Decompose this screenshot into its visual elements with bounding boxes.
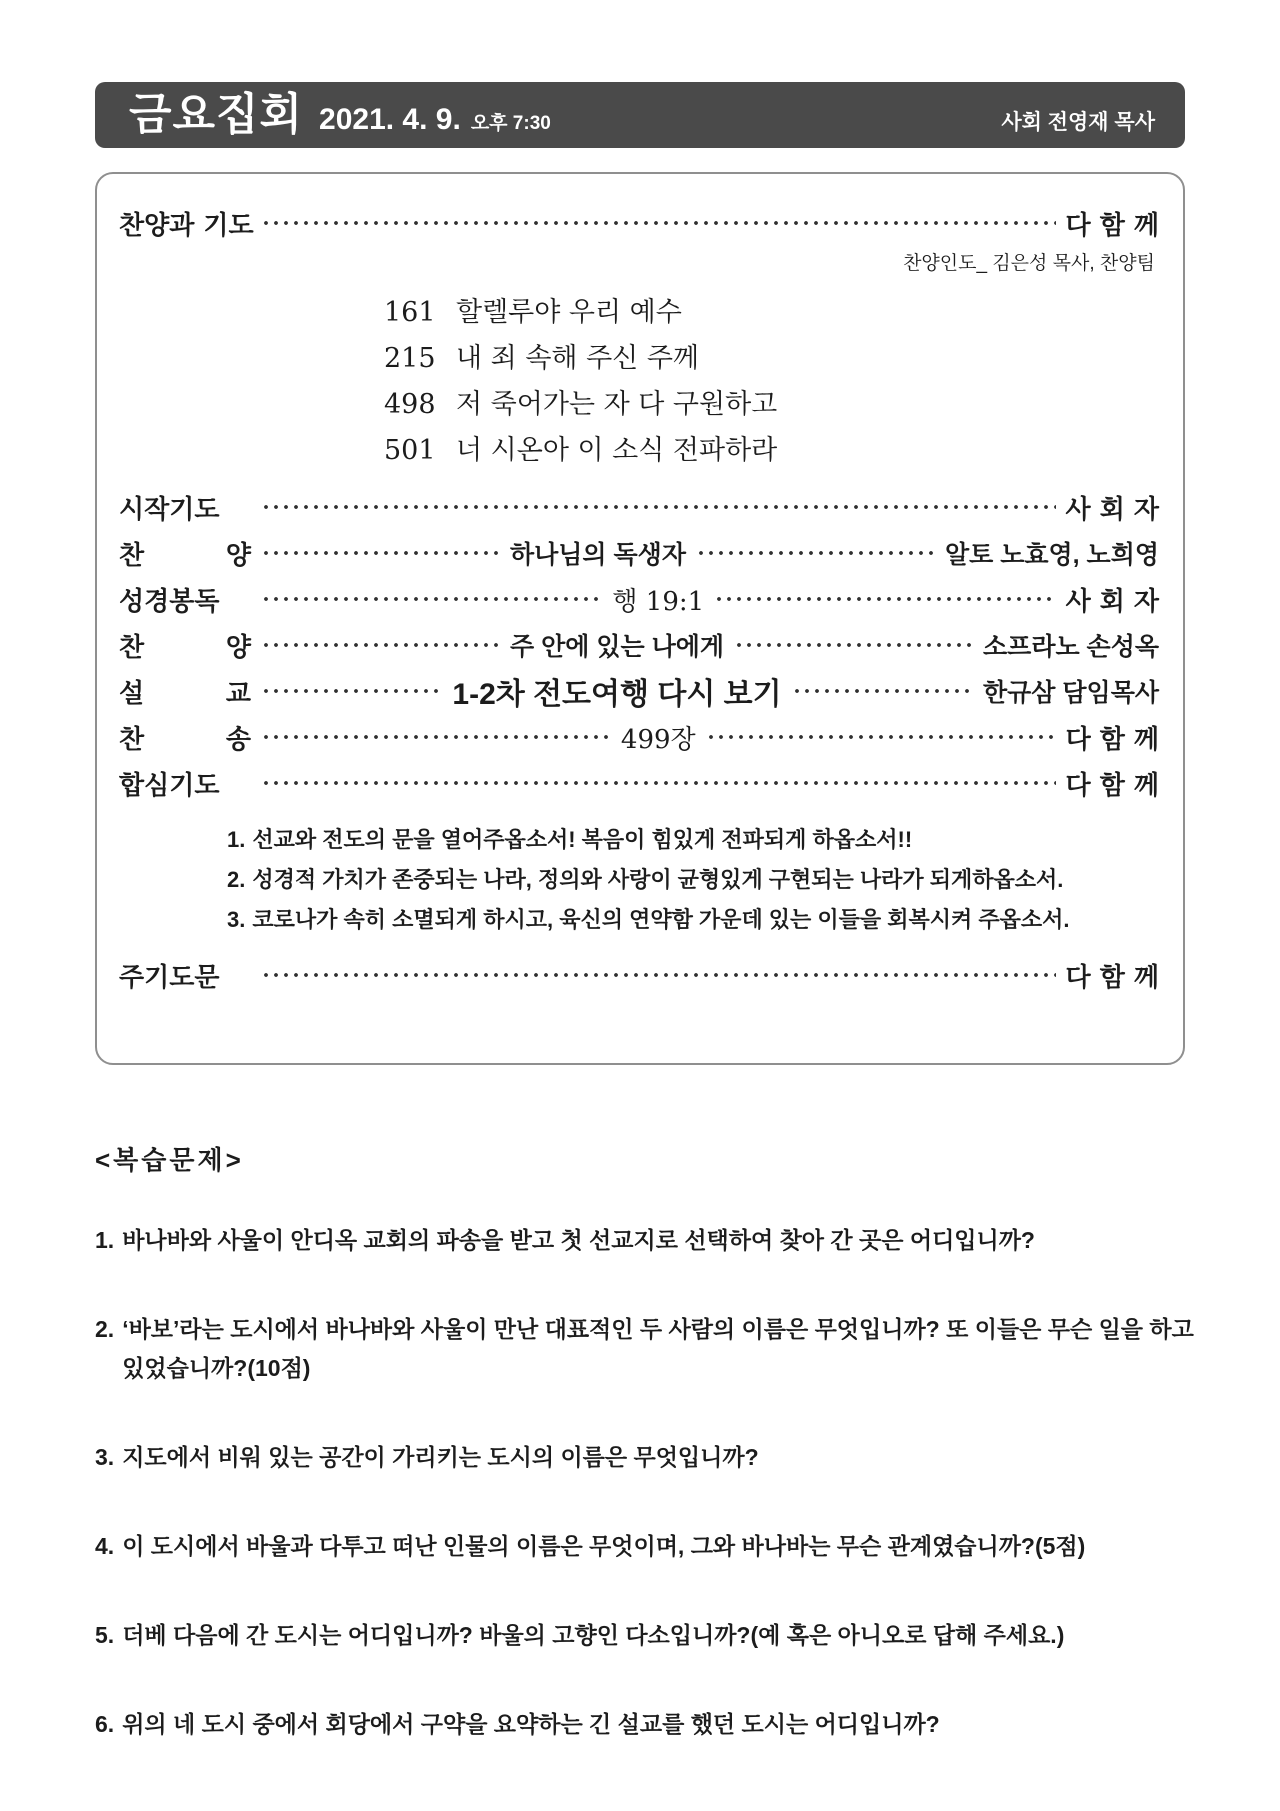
- row-right: 다 함 께: [1065, 770, 1159, 801]
- question-text: 지도에서 비워 있는 공간이 가리키는 도시의 이름은 무엇입니까?: [122, 1444, 759, 1470]
- row-right: 다 함 께: [1065, 724, 1160, 755]
- program-row-lords-prayer: [119, 952, 1159, 998]
- dot-leader: [261, 961, 1056, 989]
- question-item: [95, 1705, 1195, 1744]
- hymn-title: 내 죄 속해 주신 주께: [456, 343, 699, 374]
- hymn-title: 저 죽어가는 자 다 구원하고: [456, 389, 778, 420]
- row-label: 시작기도: [119, 494, 220, 525]
- review-heading: <복습문제>: [95, 1145, 244, 1175]
- hymn-number: 498: [384, 389, 436, 420]
- hymn-item: [384, 290, 1159, 336]
- row-label: 합심기도: [119, 770, 220, 801]
- row-center: 하나님의 독생자: [509, 541, 686, 569]
- row-center: 주 안에 있는 나에게: [509, 633, 725, 661]
- dot-leader: [792, 677, 973, 705]
- row-label: 성경봉독: [119, 586, 220, 617]
- row-label: 찬 양: [119, 632, 251, 663]
- prayer-number: 3.: [227, 907, 246, 932]
- question-item: [95, 1438, 1195, 1477]
- row-right: 소프라노 손성옥: [983, 633, 1160, 661]
- question-item: [95, 1221, 1195, 1260]
- prayer-text: 성경적 가치가 존중되는 나라, 정의와 사랑이 균형있게 구현되는 나라가 되게하옵소서.: [252, 867, 1064, 892]
- row-right: 사 회 자: [1065, 494, 1159, 525]
- dot-leader: [261, 585, 602, 613]
- row-label: 찬 송: [119, 724, 251, 755]
- hymn-item: [384, 428, 1159, 474]
- program-row-scripture: [119, 576, 1159, 622]
- prayer-topic: [227, 900, 1159, 940]
- question-number: 5.: [95, 1622, 115, 1648]
- question-text: ‘바보’라는 도시에서 바나바와 사울이 만난 대표적인 두 사람의 이름은 무엇입니까? 또 이들은 무슨 일을 하고 있었습니까?(10점): [122, 1316, 1194, 1381]
- hymn-title: 너 시온아 이 소식 전파하라: [456, 435, 778, 466]
- question-number: 3.: [95, 1444, 115, 1470]
- question-item: [95, 1310, 1195, 1388]
- program-row-hymn-response: [119, 714, 1159, 760]
- hymn-item: [384, 336, 1159, 382]
- row-label: 설 교: [119, 678, 251, 709]
- row-label: 찬 양: [119, 540, 251, 571]
- dot-leader: [261, 539, 500, 567]
- question-number: 6.: [95, 1711, 115, 1737]
- dot-leader: [261, 493, 1056, 521]
- hymn-item: [384, 382, 1159, 428]
- page-title: 금요집회: [129, 90, 304, 139]
- program-row-sermon: [119, 668, 1159, 714]
- row-right: 다 함 께: [1065, 962, 1159, 993]
- prayer-text: 코로나가 속히 소멸되게 하시고, 육신의 연약함 가운데 있는 이들을 회복시켜 주옵소서.: [252, 907, 1070, 932]
- event-time: 오후 7:30: [470, 113, 551, 134]
- dot-leader: [706, 723, 1056, 751]
- question-text: 더베 다음에 간 도시는 어디입니까? 바울의 고향인 다소입니까?(예 혹은 아니오로 답해 주세요.): [122, 1622, 1065, 1648]
- row-label: 찬양과 기도: [119, 210, 254, 241]
- program-row-invocation: [119, 484, 1159, 530]
- row-center: 행 19:1: [612, 586, 705, 617]
- row-right: 알토 노효영, 노희영: [944, 541, 1160, 569]
- question-number: 2.: [95, 1316, 115, 1342]
- hymn-list: [119, 290, 1159, 474]
- event-date: 2021. 4. 9.: [319, 103, 461, 136]
- prayer-number: 2.: [227, 867, 246, 892]
- program-row-united-prayer: [119, 760, 1159, 806]
- dot-leader: [734, 631, 973, 659]
- prayer-topics-list: [119, 820, 1159, 940]
- question-number: 1.: [95, 1227, 115, 1253]
- program-row-anthem-2: [119, 622, 1159, 668]
- prayer-number: 1.: [227, 827, 246, 852]
- question-text: 위의 네 도시 중에서 회당에서 구약을 요약하는 긴 설교를 했던 도시는 어디입니까?: [122, 1711, 940, 1737]
- question-item: [95, 1616, 1195, 1655]
- dot-leader: [696, 539, 935, 567]
- review-section: [95, 1140, 1195, 1794]
- prayer-topic: [227, 820, 1159, 860]
- moderator-label: 사회 전영재 목사: [1001, 111, 1155, 134]
- hymn-number: 161: [384, 297, 436, 328]
- hymn-number: 501: [384, 435, 436, 466]
- dot-leader: [714, 585, 1055, 613]
- question-text: 바나바와 사울이 안디옥 교회의 파송을 받고 첫 선교지로 선택하여 찾아 간 곳은 어디입니까?: [122, 1227, 1035, 1253]
- row-right: 다 함 께: [1065, 210, 1159, 241]
- row-right: 한규삼 담임목사: [983, 679, 1159, 707]
- prayer-topic: [227, 860, 1159, 900]
- hymn-title: 할렐루야 우리 예수: [456, 297, 682, 328]
- question-item: [95, 1527, 1195, 1566]
- row-label: 주기도문: [119, 962, 220, 993]
- program-row-anthem-1: [119, 530, 1159, 576]
- dot-leader: [261, 723, 611, 751]
- dot-leader: [261, 209, 1056, 237]
- dot-leader: [261, 677, 442, 705]
- hymn-number: 215: [384, 343, 436, 374]
- header-bar: [95, 82, 1185, 148]
- row-center: 499장: [620, 724, 696, 755]
- question-number: 4.: [95, 1533, 115, 1559]
- dot-leader: [261, 769, 1056, 797]
- row-right: 사 회 자: [1065, 586, 1160, 617]
- praise-leader-note: 찬양인도_ 김은성 목사, 찬양팀: [903, 253, 1155, 274]
- question-text: 이 도시에서 바울과 다투고 떠난 인물의 이름은 무엇이며, 그와 바나바는 무슨 관계였습니까?(5점): [122, 1533, 1086, 1559]
- sermon-title: 1-2차 전도여행 다시 보기: [452, 678, 782, 711]
- worship-program-box: [95, 172, 1185, 1065]
- dot-leader: [261, 631, 500, 659]
- program-row-opening: [119, 200, 1159, 246]
- prayer-text: 선교와 전도의 문을 열어주옵소서! 복음이 힘있게 전파되게 하옵소서!!: [252, 827, 913, 852]
